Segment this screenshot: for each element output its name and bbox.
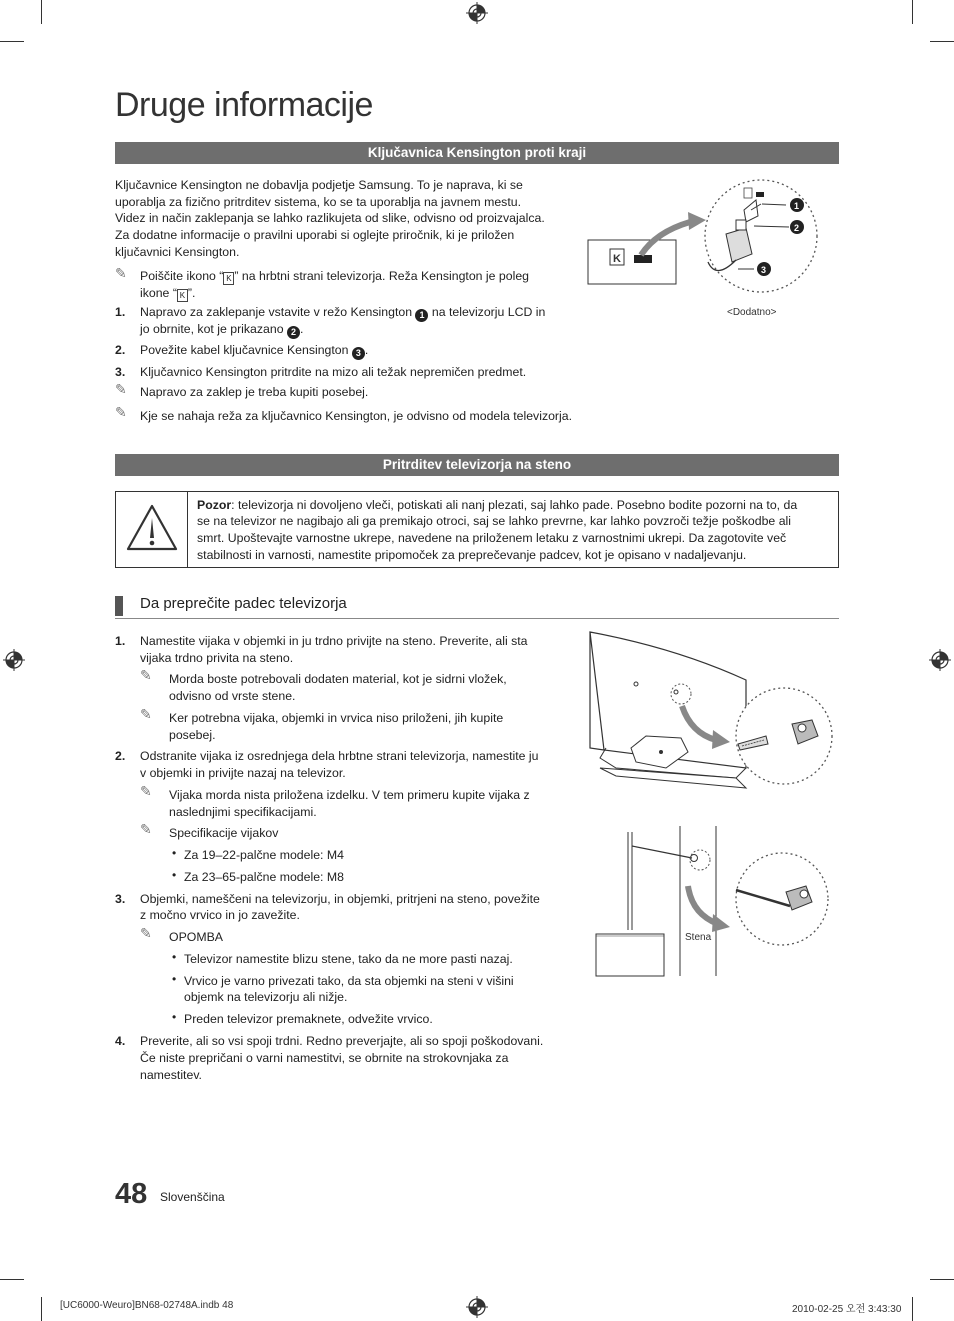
registration-mark-icon xyxy=(929,649,951,671)
crop-mark xyxy=(930,1279,954,1280)
crop-mark xyxy=(912,0,913,24)
note-text: ikone “ xyxy=(140,286,177,300)
kensington-intro-line: Ključavnice Kensington ne dobavlja podjetje Samsung. To je naprava, ki se xyxy=(115,178,523,192)
crop-mark xyxy=(0,1279,24,1280)
bullet-dot: • xyxy=(172,868,177,882)
kensington-lock-icon: K xyxy=(223,272,234,285)
language-label: Slovenščina xyxy=(160,1190,225,1204)
wall-step-3-bullet: objemk na televizorju ali nižje. xyxy=(184,990,348,1004)
registration-mark-icon xyxy=(3,649,25,671)
warning-text: : televizorja ni dovoljeno vleči, potiskati ali nanj plezati, saj lahko pade. Posebno bodite pozorni na to, da xyxy=(231,498,798,512)
step-number: 2. xyxy=(115,343,126,357)
kensington-lock-icon: K xyxy=(613,253,621,265)
kensington-step-1-cont xyxy=(140,321,303,339)
crop-mark xyxy=(912,1297,913,1321)
subheading: Da preprečite padec televizorja xyxy=(140,595,347,612)
pencil-note-icon: ✎ xyxy=(140,667,152,683)
step-number: 3. xyxy=(115,892,126,906)
registration-mark-icon xyxy=(466,2,488,24)
crop-mark xyxy=(930,41,954,42)
kensington-lock-icon: K xyxy=(177,289,188,302)
warning-label: Pozor xyxy=(197,498,232,512)
kensington-step-2 xyxy=(140,342,368,360)
wall-step-2-note-2: Specifikacije vijakov xyxy=(169,826,279,840)
note-text: Poiščite ikono “ xyxy=(140,269,224,283)
subheading-marker xyxy=(115,596,123,616)
note-text: ” na hrbtni strani televizorja. Reža Kensington je poleg xyxy=(234,269,529,283)
wall-step-4-line: Če niste prepričani o varni namestitvi, se obrnite na strokovnjaka za xyxy=(140,1051,509,1065)
bullet-dot: • xyxy=(172,972,177,986)
kensington-note-1-cont xyxy=(140,285,195,302)
kensington-lock-figure xyxy=(586,170,826,305)
wall-cord-figure xyxy=(592,826,830,981)
wall-step-2-note-1: Vijaka morda nista priložena izdelku. V tem primeru kupite vijaka z xyxy=(169,788,530,802)
callout-2: 2 xyxy=(794,223,800,233)
wall-step-2-line: v objemki in privijte nazaj na televizor. xyxy=(140,766,346,780)
crop-mark xyxy=(41,1297,42,1321)
warning-text-line xyxy=(197,497,797,514)
pencil-note-icon: ✎ xyxy=(115,404,127,420)
page-number: 48 xyxy=(115,1178,148,1210)
step-number: 3. xyxy=(115,365,126,379)
bullet-dot: • xyxy=(172,1010,177,1024)
warning-text-line: se na televizor ne nagibajo ali ga premikajo otroci, saj se lahko prevrne, kar lahko povzroči težje poškodbe ali xyxy=(197,514,791,528)
page-title: Druge informacije xyxy=(115,86,373,124)
step-text: Napravo za zaklepanje vstavite v režo Kensington xyxy=(140,305,416,319)
kensington-intro-line: uporablja za fizično pritrditev sistema, ko se ta uporablja na javnem mestu. xyxy=(115,195,521,209)
warning-triangle-icon xyxy=(125,503,179,553)
step-text: na televizorju LCD in xyxy=(428,305,546,319)
wall-step-3-line: z močno vrvico in jo zavežite. xyxy=(140,908,300,922)
step-text: . xyxy=(299,322,304,336)
wall-step-3-line: Objemki, nameščeni na televizorju, in objemki, pritrjeni na steno, povežite xyxy=(140,892,540,906)
footer-file-name: [UC6000-Weuro]BN68-02748A.indb 48 xyxy=(60,1300,234,1311)
section-header-kensington: Ključavnica Kensington proti kraji xyxy=(115,142,839,164)
wall-step-1-note-2: Ker potrebna vijaka, objemki in vrvica niso priloženi, jih kupite xyxy=(169,711,504,725)
wall-step-3-bullet: Televizor namestite blizu stene, tako da ne more pasti nazaj. xyxy=(184,952,513,966)
step-number: 4. xyxy=(115,1034,126,1048)
step-number: 2. xyxy=(115,749,126,763)
callout-badge: 2 xyxy=(287,326,300,339)
bullet-dot: • xyxy=(172,950,177,964)
callout-1: 1 xyxy=(794,201,800,211)
figure-caption: <Dodatno> xyxy=(727,307,777,318)
step-number: 1. xyxy=(115,305,126,319)
subheading-rule xyxy=(115,618,839,619)
pencil-note-icon: ✎ xyxy=(140,783,152,799)
wall-step-1-note-1: odvisno od vrste stene. xyxy=(169,689,296,703)
callout-3: 3 xyxy=(761,265,767,275)
section-header-wall-mount: Pritrditev televizorja na steno xyxy=(115,454,839,476)
pencil-note-icon: ✎ xyxy=(140,925,152,941)
kensington-note-2: Napravo za zaklep je treba kupiti posebej. xyxy=(140,385,369,399)
bullet-dot: • xyxy=(172,846,177,860)
warning-text-line: stabilnosti in varnosti, namestite pripomoček za preprečevanje padcev, kot je opisano v nadaljevanju. xyxy=(197,548,747,562)
wall-step-1-line: vijaka trdno privita na steno. xyxy=(140,651,294,665)
wall-step-4-line: namestitev. xyxy=(140,1068,202,1082)
warning-box xyxy=(115,491,839,568)
kensington-intro-line: Za dodatne informacije o pravilni uporabi si oglejte priročnik, ki je priložen xyxy=(115,228,515,242)
footer-timestamp: 2010-02-25 오전 3:43:30 xyxy=(792,1304,902,1315)
pencil-note-icon: ✎ xyxy=(115,381,127,397)
crop-mark xyxy=(0,41,24,42)
kensington-step-3: Ključavnico Kensington pritrdite na mizo ali težak nepremičen predmet. xyxy=(140,365,527,379)
registration-mark-icon xyxy=(466,1296,488,1318)
wall-step-3-bullet: Vrvico je varno privezati tako, da sta objemki na steni v višini xyxy=(184,974,514,988)
crop-mark xyxy=(41,0,42,24)
wall-step-1-note-1: Morda boste potrebovali dodaten material, kot je sidrni vložek, xyxy=(169,672,507,686)
wall-step-2-note-1: naslednjimi specifikacijami. xyxy=(169,805,317,819)
wall-step-2-bullet: Za 23–65-palčne modele: M8 xyxy=(184,870,344,884)
wall-step-3-note: OPOMBA xyxy=(169,930,223,944)
kensington-step-1 xyxy=(140,304,545,322)
wall-step-4-line: Preverite, ali so vsi spoji trdni. Redno preverjajte, ali so spoji poškodovani. xyxy=(140,1034,544,1048)
step-number: 1. xyxy=(115,634,126,648)
warning-divider xyxy=(187,492,188,567)
wall-step-1-line: Namestite vijaka v objemki in ju trdno privijte na steno. Preverite, ali sta xyxy=(140,634,528,648)
wall-label: Stena xyxy=(685,932,712,943)
wall-step-2-line: Odstranite vijaka iz osrednjega dela hrbtne strani televizorja, namestite ju xyxy=(140,749,539,763)
pencil-note-icon: ✎ xyxy=(140,706,152,722)
kensington-note-3: Kje se nahaja reža za ključavnico Kensington, je odvisno od modela televizorja. xyxy=(140,409,573,423)
note-text: ”. xyxy=(187,286,196,300)
tv-bracket-figure xyxy=(586,628,834,810)
step-text: jo obrnite, kot je prikazano xyxy=(140,322,287,336)
kensington-intro-line: ključavnici Kensington. xyxy=(115,245,240,259)
kensington-intro-line: Videz in način zaklepanja se lahko razlikujeta od slike, odvisno od proizvajalca. xyxy=(115,211,545,225)
callout-badge: 3 xyxy=(352,347,365,360)
step-text: . xyxy=(364,343,369,357)
callout-badge: 1 xyxy=(415,309,428,322)
wall-step-3-bullet: Preden televizor premaknete, odvežite vrvico. xyxy=(184,1012,433,1026)
warning-text-line: smrt. Upoštevajte varnostne ukrepe, navedene na priloženem letaku z varnostnimi ukrepi. Da zagotovite več xyxy=(197,531,787,545)
wall-step-2-bullet: Za 19–22-palčne modele: M4 xyxy=(184,848,344,862)
step-text: Povežite kabel ključavnice Kensington xyxy=(140,343,352,357)
pencil-note-icon: ✎ xyxy=(115,265,127,281)
kensington-note-1 xyxy=(140,268,529,285)
wall-step-1-note-2: posebej. xyxy=(169,728,216,742)
pencil-note-icon: ✎ xyxy=(140,821,152,837)
